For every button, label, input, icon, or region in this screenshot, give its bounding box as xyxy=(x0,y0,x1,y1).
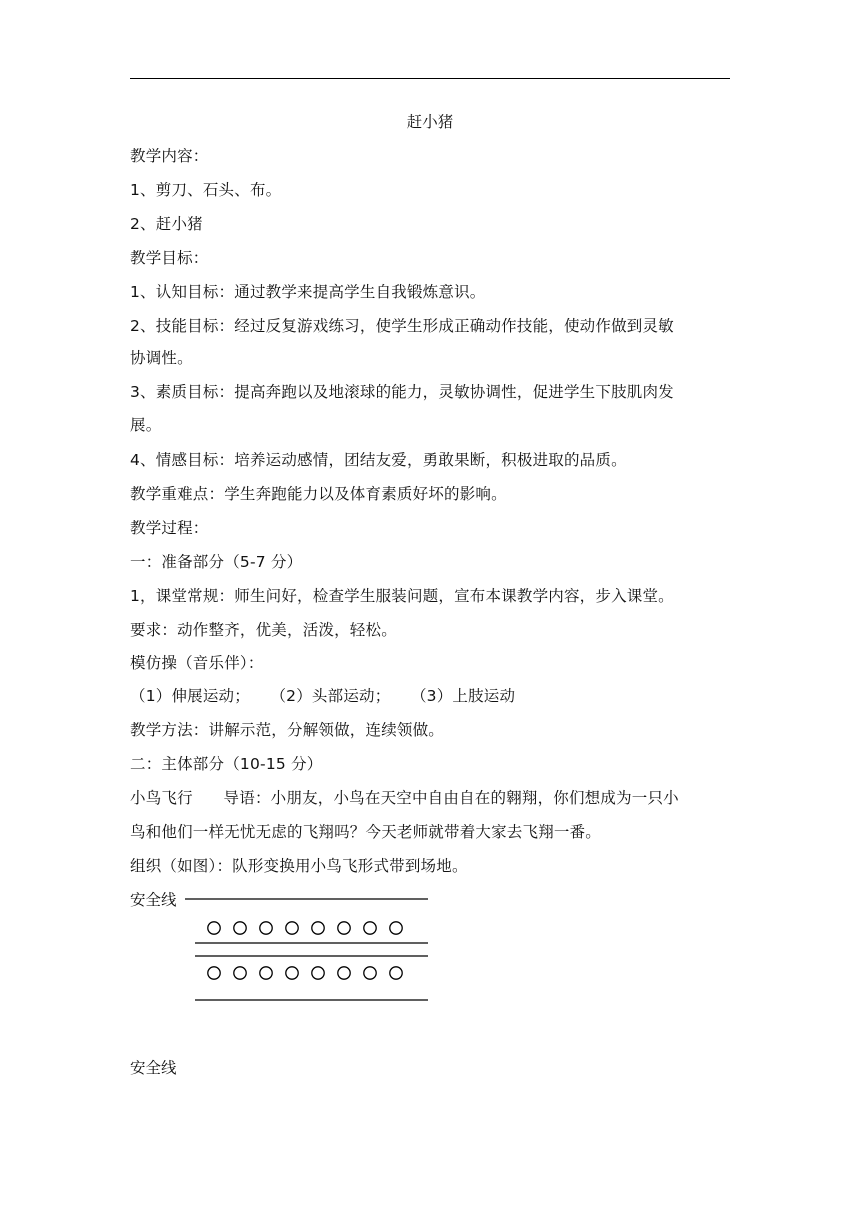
paragraph-10: 教学重难点：学生奔跑能力以及体育素质好坏的影响。 xyxy=(130,485,507,503)
paragraph-0: 教学内容： xyxy=(130,147,209,165)
paragraph-7: 3、素质目标：提高奔跑以及地滚球的能力，灵敏协调性，促进学生下肢肌肉发 xyxy=(130,383,674,401)
paragraph-21: 组织（如图）：队形变换用小鸟飞形式带到场地。 xyxy=(130,857,468,875)
student-circle xyxy=(234,922,246,934)
student-circle xyxy=(312,967,324,979)
paragraph-19: 小鸟飞行 导语：小朋友，小鸟在天空中自由自在的翱翔，你们想成为一只小 xyxy=(130,789,679,807)
top-safety-label: 安全线 xyxy=(130,891,177,909)
paragraph-3: 教学目标： xyxy=(130,249,209,267)
document-title: 赶小猪 xyxy=(406,113,454,131)
student-circle xyxy=(390,922,402,934)
paragraph-17: 教学方法：讲解示范，分解领做，连续领做。 xyxy=(130,721,445,739)
student-circle xyxy=(364,922,376,934)
paragraph-6: 协调性。 xyxy=(130,349,193,367)
student-circle xyxy=(312,922,324,934)
paragraph-20: 鸟和他们一样无忧无虑的飞翔吗？今天老师就带着大家去飞翔一番。 xyxy=(130,823,602,841)
paragraph-13: 1，课堂常规：师生问好，检查学生服装问题，宣布本课教学内容，步入课堂。 xyxy=(130,587,674,605)
student-circle xyxy=(390,967,402,979)
paragraph-15: 模仿操（音乐伴）： xyxy=(130,654,264,672)
student-circle xyxy=(338,967,350,979)
paragraph-12: 一：准备部分（5-7 分） xyxy=(130,553,303,571)
student-circle xyxy=(364,967,376,979)
student-circle xyxy=(338,922,350,934)
paragraph-5: 2、技能目标：经过反复游戏练习，使学生形成正确动作技能，使动作做到灵敏 xyxy=(130,317,674,335)
paragraph-14: 要求：动作整齐，优美，活泼，轻松。 xyxy=(130,621,397,639)
paragraph-2: 2、赶小猪 xyxy=(130,215,203,233)
bottom-safety-label: 安全线 xyxy=(130,1059,177,1077)
paragraph-4: 1、认知目标：通过教学来提高学生自我锻炼意识。 xyxy=(130,283,486,301)
student-circle xyxy=(260,967,272,979)
student-circle xyxy=(234,967,246,979)
paragraph-11: 教学过程： xyxy=(130,519,209,537)
paragraph-18: 二：主体部分（10-15 分） xyxy=(130,755,323,773)
student-circle xyxy=(286,922,298,934)
paragraph-16: （1）伸展运动； （2）头部运动； （3）上肢运动 xyxy=(130,687,516,705)
paragraph-9: 4、情感目标：培养运动感情，团结友爱，勇敢果断，积极进取的品质。 xyxy=(130,451,627,469)
student-circle xyxy=(286,967,298,979)
paragraph-1: 1、剪刀、石头、布。 xyxy=(130,181,282,199)
student-circle xyxy=(260,922,272,934)
paragraph-8: 展。 xyxy=(130,416,162,434)
student-circle xyxy=(208,922,220,934)
student-circle xyxy=(208,967,220,979)
